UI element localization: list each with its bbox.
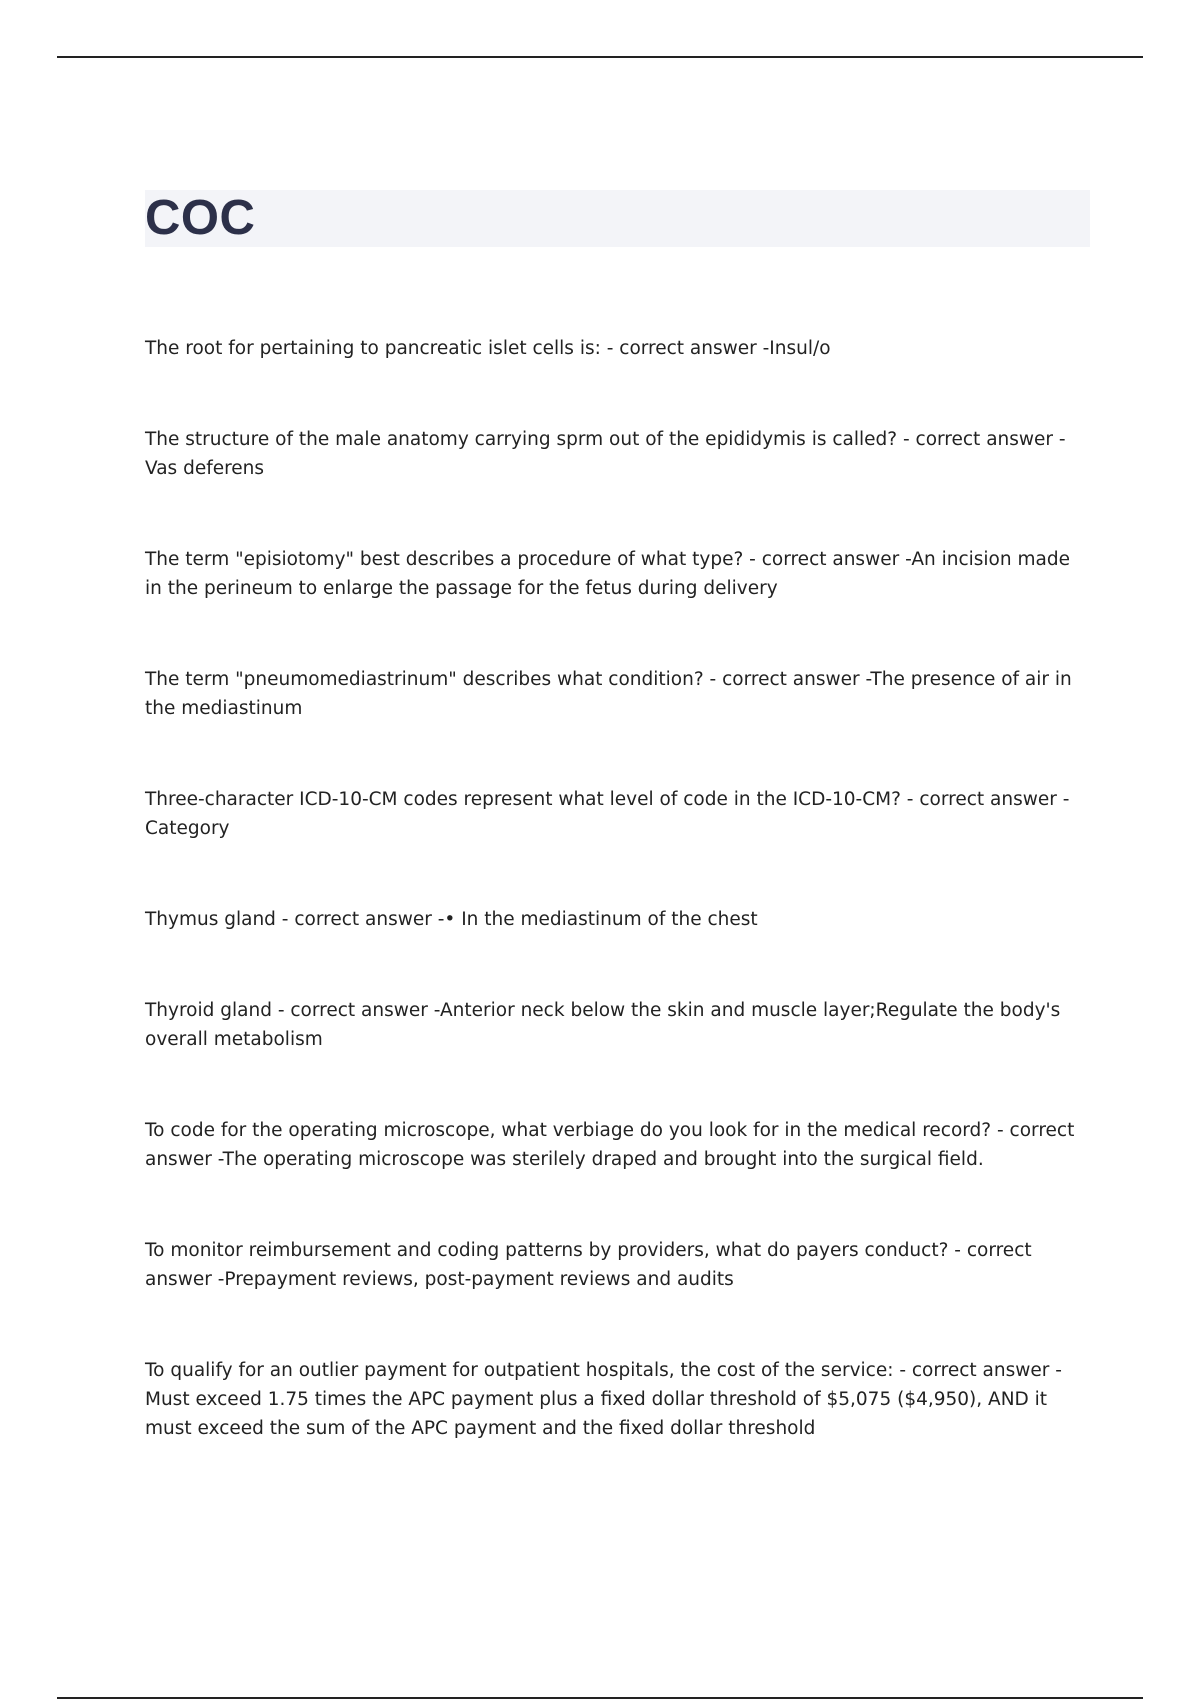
qa-item: Thyroid gland - correct answer -Anterior neck below the skin and muscle layer;Regulate the body's overall metabolism [145,1000,1061,1050]
qa-list [145,334,1090,1505]
document-title: COC [145,191,256,245]
qa-item: Three-character ICD-10-CM codes represent what level of code in the ICD-10-CM? - correct answer -Category [145,789,1070,839]
qa-item: The term "episiotomy" best describes a procedure of what type? - correct answer -An incision made in the perineum to enlarge the passage for the fetus during delivery [145,549,1070,599]
top-divider [57,56,1143,58]
bottom-divider [57,1697,1143,1699]
qa-item: Thymus gland - correct answer -• In the mediastinum of the chest [145,909,758,930]
qa-item: The structure of the male anatomy carrying sprm out of the epididymis is called? - correct answer -Vas deferens [145,429,1066,479]
qa-item: The term "pneumomediastrinum" describes what condition? - correct answer -The presence of air in the mediastinum [145,669,1072,719]
qa-item: To monitor reimbursement and coding patterns by providers, what do payers conduct? - correct answer -Prepayment reviews, post-payment reviews and audits [145,1240,1032,1290]
qa-item: The root for pertaining to pancreatic islet cells is: - correct answer -Insul/o [145,338,831,359]
qa-item: To qualify for an outlier payment for outpatient hospitals, the cost of the service: - correct answer -Must exceed 1.75 times the APC payment plus a fixed dollar threshold of $5,075 ($4,950), AND it must exceed the sum of the APC payment and the fixed dollar threshold [145,1360,1062,1439]
qa-item: To code for the operating microscope, what verbiage do you look for in the medical record? - correct answer -The operating microscope was sterilely draped and brought into the surgical field. [145,1120,1075,1170]
title-band [145,190,1090,247]
